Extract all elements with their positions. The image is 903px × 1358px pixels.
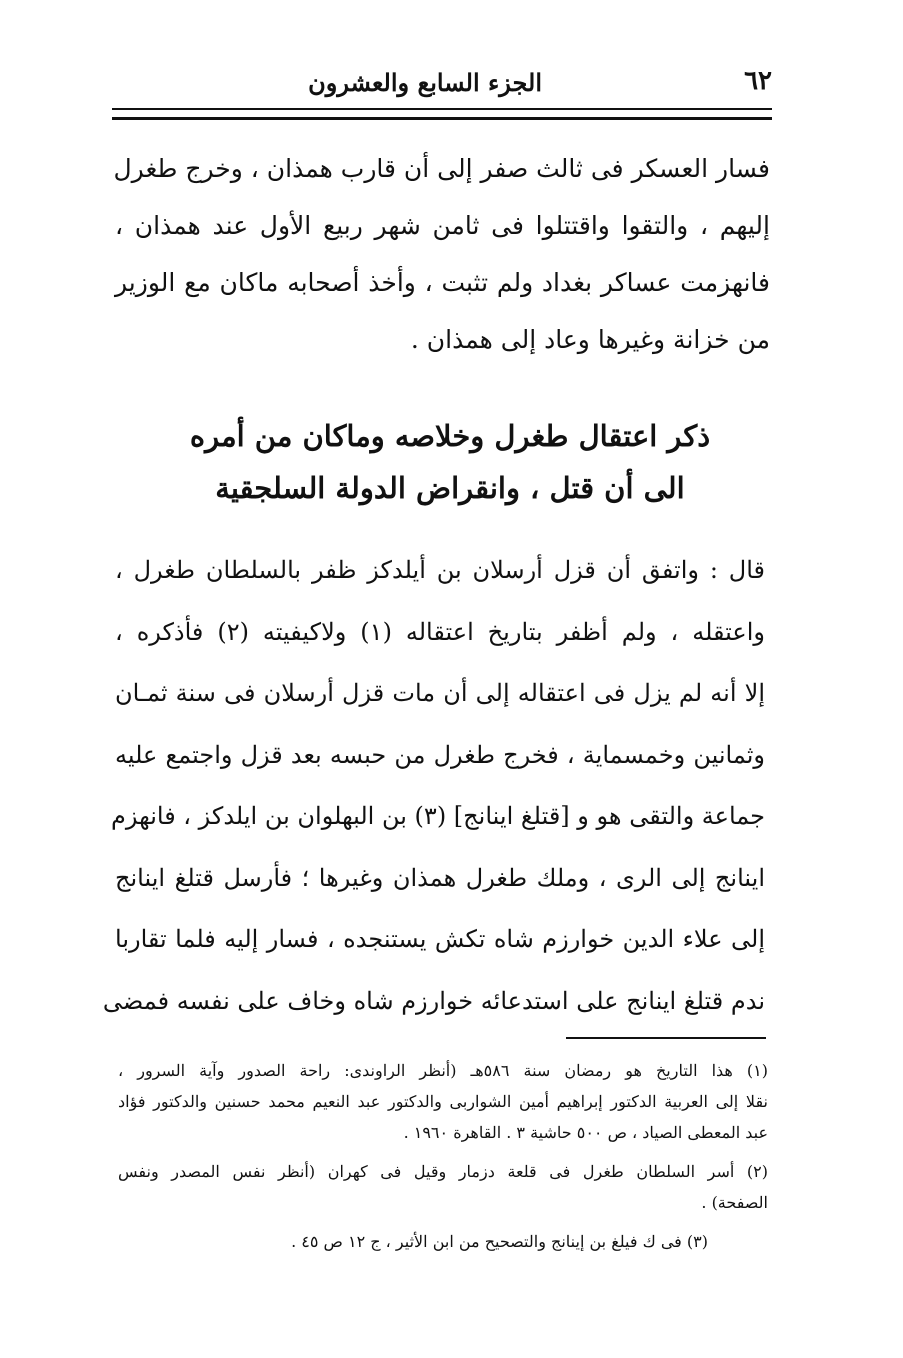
text-line: اينانج إلى الرى ، وملك طغرل همذان وغيرها ؛ فأرسل قتلغ اينانج xyxy=(115,863,765,892)
footnote-line: نقلا إلى العربية الدكتور إبراهيم أمين الشواربى والدكتور عبد النعيم محمد حسنين والدكتور فؤاد xyxy=(118,1092,768,1111)
text-line: فانهزمت عساكر بغداد ولم تثبت ، وأخذ أصحابه ماكان مع الوزير xyxy=(115,268,770,297)
header-rule-thick xyxy=(112,117,772,120)
footnote-2 xyxy=(118,1156,768,1218)
footnote-separator xyxy=(566,1037,766,1039)
chapter-heading xyxy=(120,410,780,514)
heading-line-2: الى أن قتل ، وانقراض الدولة السلجقية xyxy=(215,471,685,505)
text-line: إليهم ، والتقوا واقتتلوا فى ثامن شهر ربيع الأول عند همذان ، xyxy=(115,211,770,240)
footnote-line: الصفحة) . xyxy=(701,1193,768,1212)
text-line: وثمانين وخمسماية ، فخرج طغرل من حبسه بعد قزل واجتمع عليه xyxy=(115,740,765,769)
running-title: الجزء السابع والعشرون xyxy=(308,68,542,97)
intro-paragraph xyxy=(115,140,770,368)
text-line: إلا أنه لم يزل فى اعتقاله إلى أن مات قزل أرسلان فى سنة ثمـان xyxy=(115,679,765,707)
footnote-line: (١) هذا التاريخ هو رمضان سنة ٥٨٦هـ (أنظر الراوندى: راحة الصدور وآية السرور ، xyxy=(118,1061,768,1080)
text-line: جماعة والتقى هو و [قتلغ اينانج] (٣) بن البهلوان بن ايلدكز ، فانهزم xyxy=(111,802,765,830)
footnote-line: (٣) فى ك فيلغ بن إينانج والتصحيح من ابن الأثير ، ج ١٢ ص ٤٥ . xyxy=(291,1232,708,1251)
page-number: ٦٢ xyxy=(744,66,772,96)
page-header xyxy=(112,66,772,106)
footnote-3 xyxy=(118,1226,768,1257)
text-line: من خزانة وغيرها وعاد إلى همذان . xyxy=(410,325,770,354)
footnotes xyxy=(118,1055,768,1265)
text-line: قال : واتفق أن قزل أرسلان بن أيلدكز ظفر بالسلطان طغرل ، xyxy=(115,556,765,584)
body-paragraph xyxy=(102,540,765,1032)
footnote-line: (٢) أسر السلطان طغرل فى قلعة دزمار وقيل فى كهران (أنظر نفس المصدر ونفس xyxy=(118,1162,768,1181)
header-rule-thin xyxy=(112,108,772,110)
text-line: ندم قتلغ اينانج على استدعائه خوارزم شاه وخاف على نفسه فمضى xyxy=(102,986,765,1015)
text-line: فسار العسكر فى ثالث صفر إلى أن قارب همذان ، وخرج طغرل xyxy=(113,154,770,183)
text-line: إلى علاء الدين خوارزم شاه تكش يستنجده ، فسار إليه فلما تقاربا xyxy=(115,925,765,953)
footnote-1 xyxy=(118,1055,768,1148)
heading-line-1: ذكر اعتقال طغرل وخلاصه وماكان من أمره xyxy=(189,419,711,453)
text-line: واعتقله ، ولم أظفر بتاريخ اعتقاله (١) ولاكيفيته (٢) فأذكره ، xyxy=(115,617,765,646)
footnote-line: عبد المعطى الصياد ، ص ٥٠٠ حاشية ٣ . القاهرة ١٩٦٠ . xyxy=(403,1123,768,1142)
